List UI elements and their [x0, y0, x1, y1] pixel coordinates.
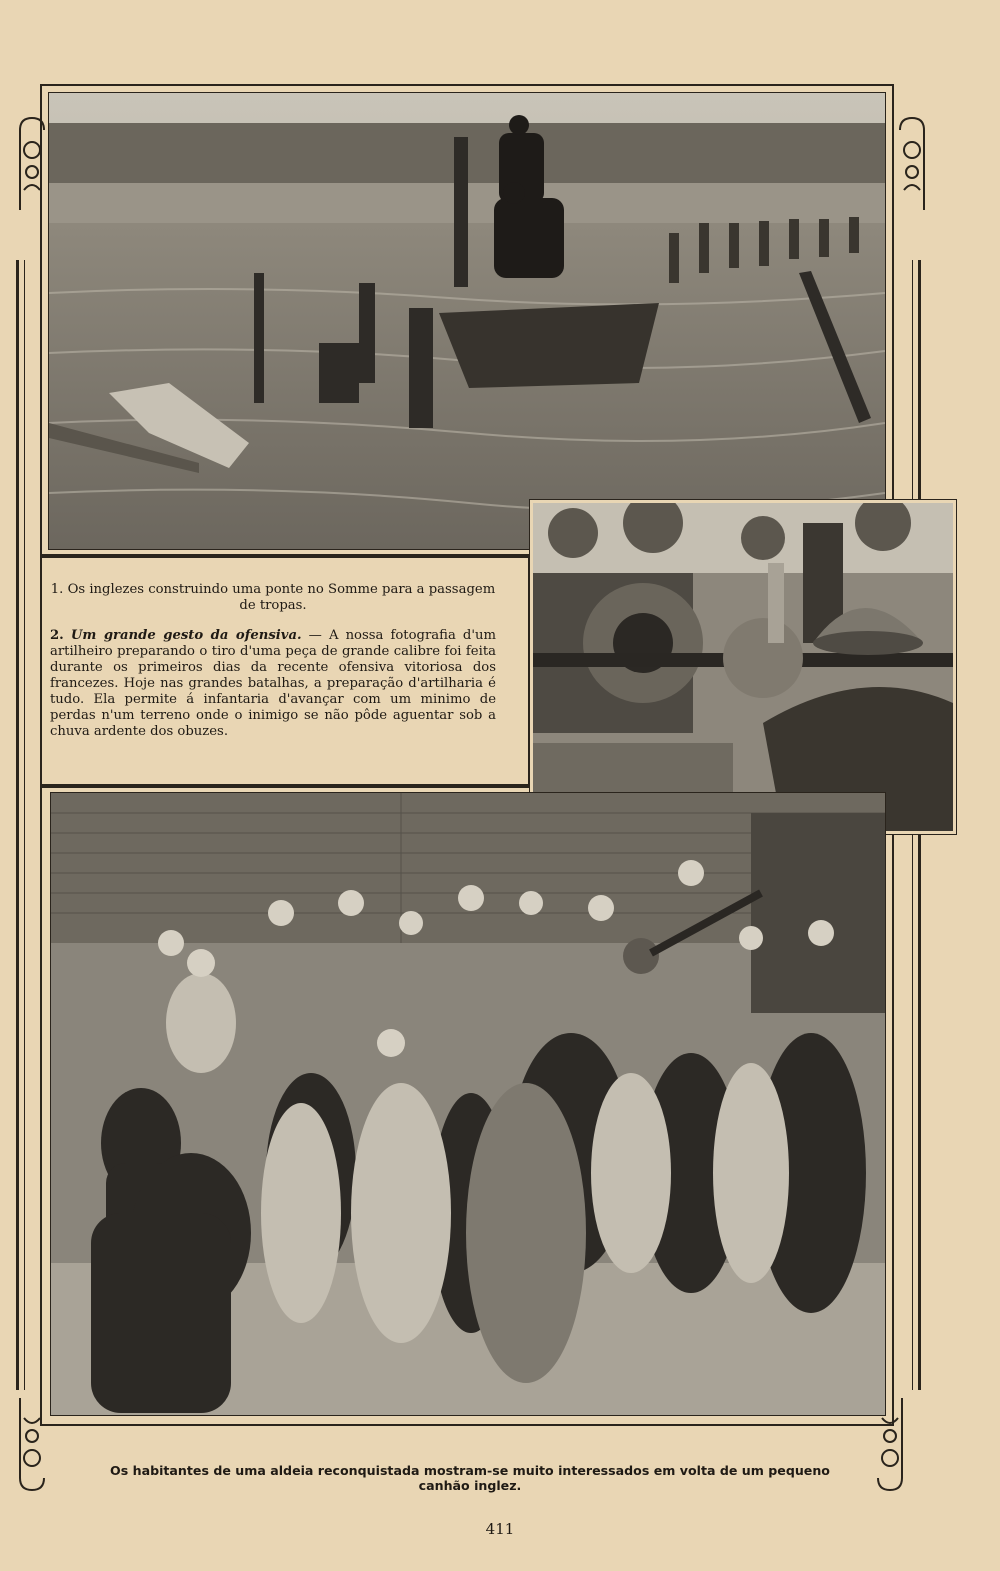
left-border-rule-thin [24, 260, 25, 1390]
caption-photo2-text: — A nossa fotografia d'um artilheiro preparando o tiro d'uma peça de grande calibre foi feita durante os primeiros dias da recente ofensiva vitoriosa dos francezes. Hoje nas grandes batalhas, a preparação d'artilharia é tudo. Ela permite á infantaria d'avançar com um minimo de perdas n'um terreno onde o inimigo se não pôde aguentar sob a chuva ardente dos obuzes. [50, 628, 496, 739]
photo-artillery-gunner [530, 500, 956, 834]
caption-photo2-number: 2. [50, 628, 64, 643]
caption-photo2-title: Um grande gesto da ofensiva. [70, 628, 302, 643]
caption-photo2 [50, 628, 496, 740]
left-border-rule [16, 260, 19, 1390]
caption-photo3: Os habitantes de uma aldeia reconquistada mostram-se muito interessados em volta de um pequeno canhão inglez. [110, 1463, 830, 1493]
caption-block [50, 582, 496, 754]
photo-villagers-cannon [50, 792, 886, 1416]
page-number: 411 [485, 1520, 515, 1538]
photo-bridge-somme [48, 92, 886, 550]
ornament-top-right-icon [888, 110, 934, 220]
caption-photo1: 1. Os inglezes construindo uma ponte no Somme para a passagem de tropas. [50, 582, 496, 613]
